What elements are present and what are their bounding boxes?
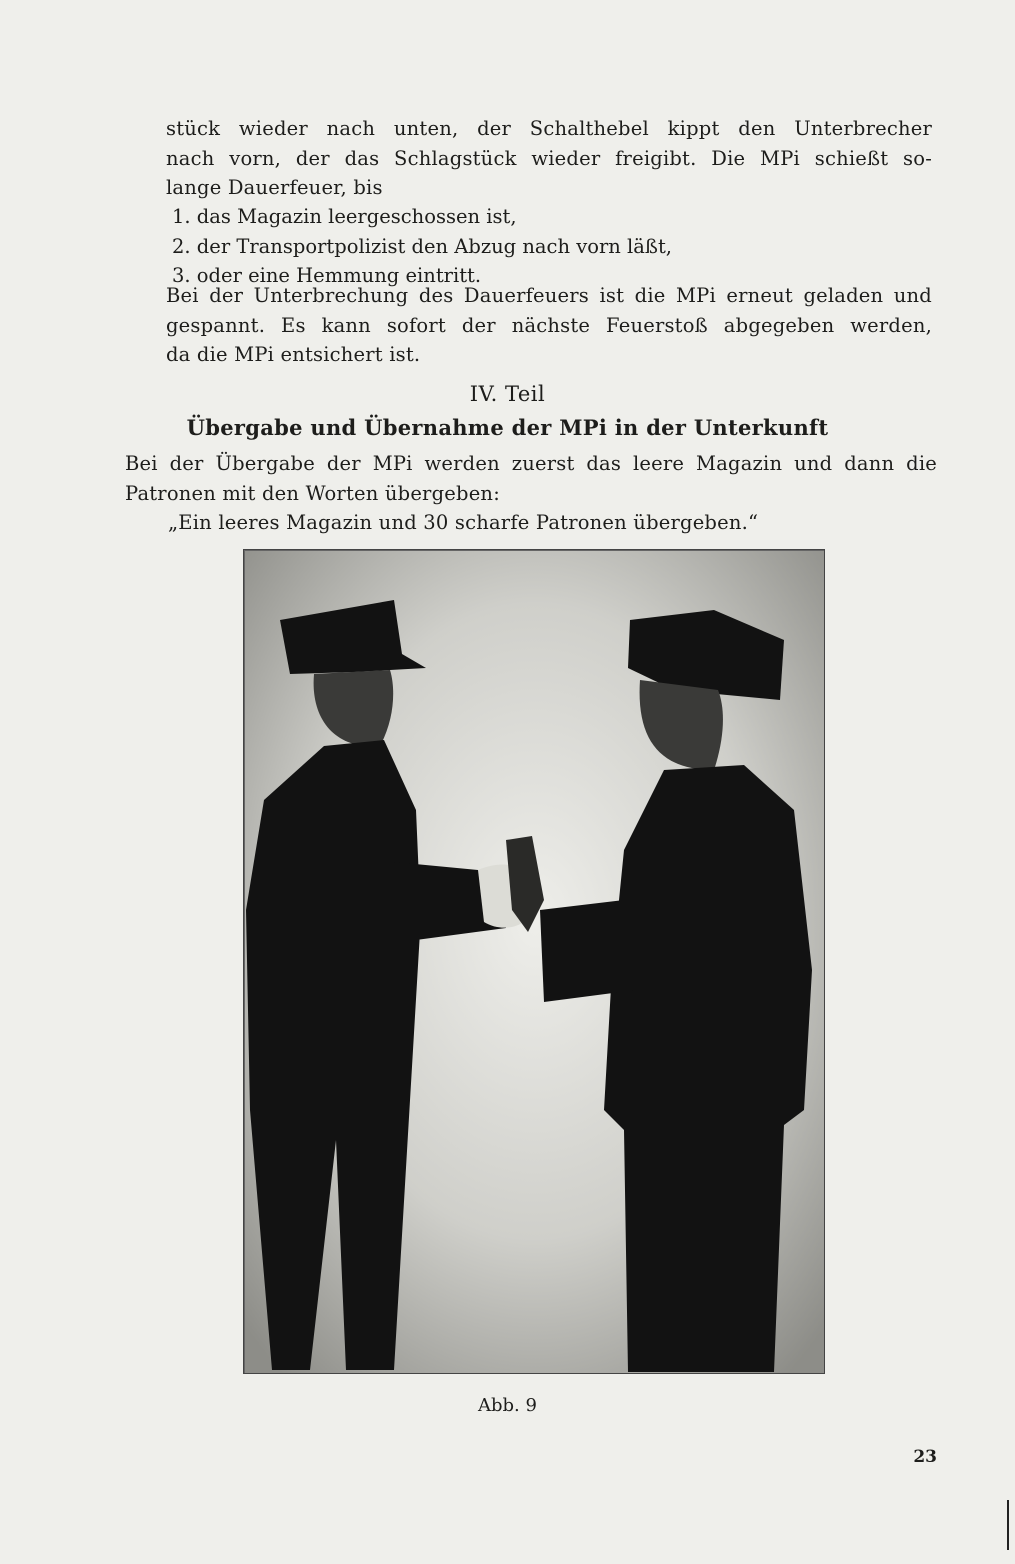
list-item: 3. oder eine Hemmung eintritt. bbox=[172, 264, 482, 287]
page-number: 23 bbox=[913, 1447, 937, 1467]
section-title: Übergabe und Übernahme der MPi in der Unterkunft bbox=[186, 415, 829, 440]
quote-line: „Ein leeres Magazin und 30 scharfe Patronen übergeben.“ bbox=[168, 511, 759, 534]
list-item: 1. das Magazin leergeschossen ist, bbox=[172, 205, 517, 228]
figure-photo bbox=[243, 549, 825, 1374]
text-line: gespannt. Es kann sofort der nächste Feuerstoß abgegeben werden, bbox=[166, 313, 932, 337]
numbered-list bbox=[172, 202, 672, 291]
text-line: Bei der Übergabe der MPi werden zuerst das leere Magazin und dann die bbox=[125, 452, 937, 475]
text-line: Bei der Unterbrechung des Dauerfeuers ist die MPi erneut geladen und bbox=[166, 284, 932, 307]
figure-caption: Abb. 9 bbox=[478, 1395, 537, 1416]
text-line: da die MPi entsichert ist. bbox=[166, 343, 421, 366]
two-officers-photo bbox=[244, 550, 825, 1374]
paragraph-continued bbox=[166, 114, 932, 203]
scan-edge-mark bbox=[1007, 1500, 1009, 1550]
list-item: 2. der Transportpolizist den Abzug nach vorn läßt, bbox=[172, 234, 672, 258]
text-line: nach vorn, der das Schlagstück wieder freigibt. Die MPi schießt so- bbox=[166, 146, 932, 170]
paragraph-handover bbox=[125, 449, 937, 538]
paragraph-interruption bbox=[166, 281, 932, 370]
part-heading: IV. Teil bbox=[469, 382, 546, 406]
text-line: lange Dauerfeuer, bis bbox=[166, 176, 383, 199]
text-line: Patronen mit den Worten übergeben: bbox=[125, 481, 500, 505]
text-line: stück wieder nach unten, der Schalthebel kippt den Unterbrecher bbox=[166, 117, 932, 140]
